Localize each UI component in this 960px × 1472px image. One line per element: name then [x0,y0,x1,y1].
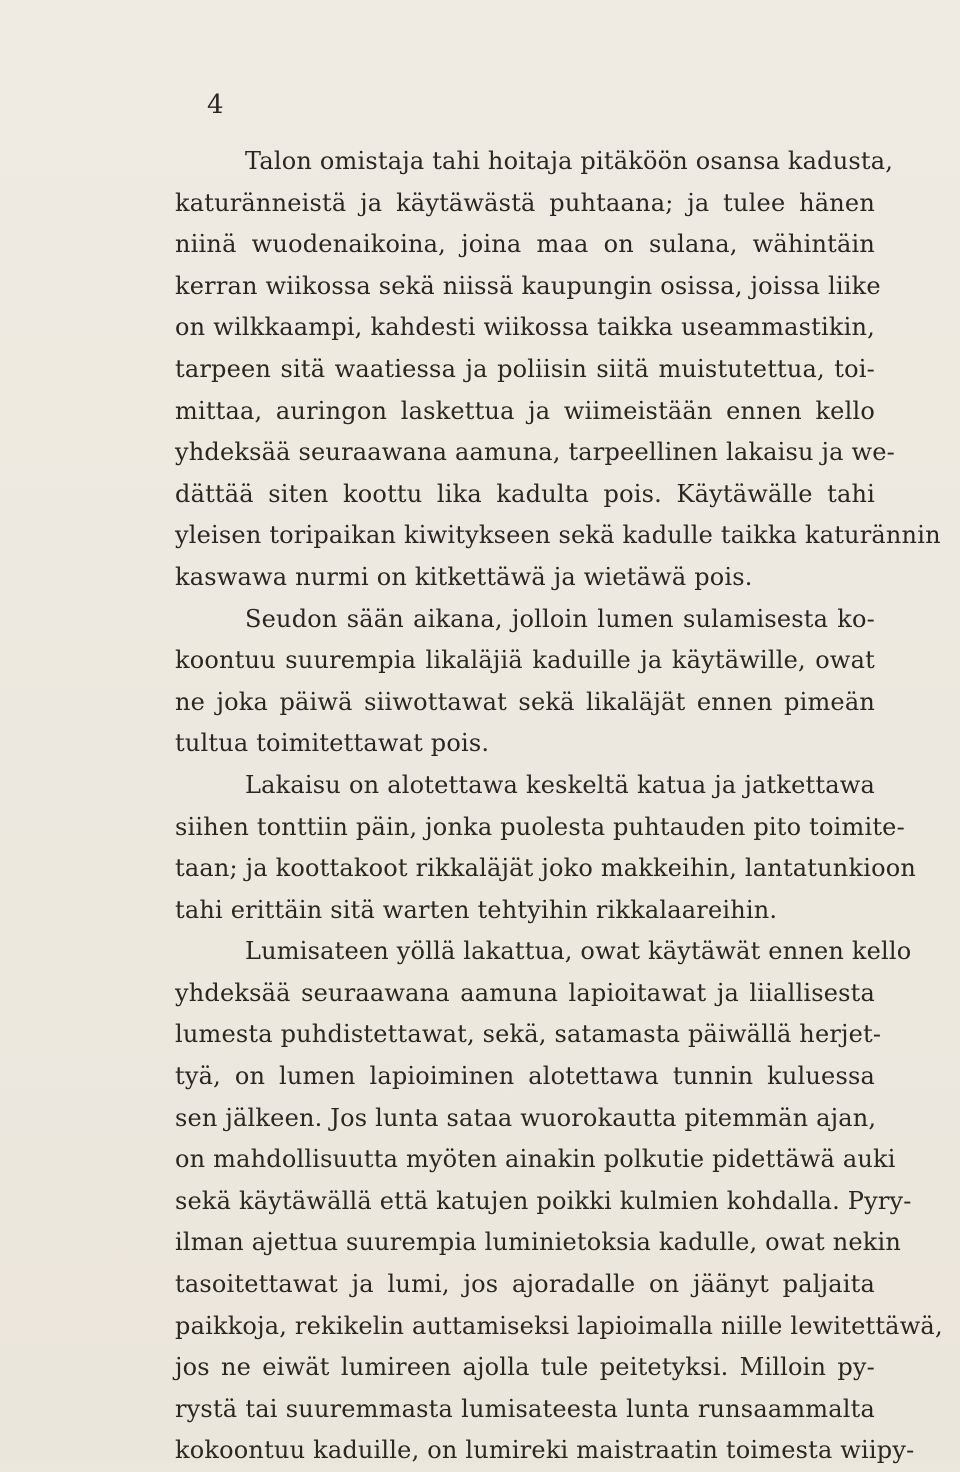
text-line: tarpeen sitä waatiessa ja poliisin siitä muistutettua, toi- [175,354,875,383]
text-line: tultua toimitettawat pois. [175,729,490,758]
text-line: ilman ajettua suurempia luminietoksia kadulle, owat nekin [175,1228,902,1257]
text-line: tyä, on lumen lapioiminen alotettawa tunnin kuluessa [175,1062,875,1091]
text-line: tahi erittäin sitä warten tehtyihin rikkalaareihin. [175,895,778,924]
text-line: yhdeksää seuraawana aamuna lapioitawat ja liiallisesta [175,978,875,1007]
text-line: on mahdollisuutta myöten ainakin polkutie pidettäwä auki [175,1145,896,1174]
text-line: kokoontuu kaduille, on lumireki maistraatin toimesta wiipy- [175,1436,915,1465]
text-line: taan; ja koottakoot rikkaläjät joko makkeihin, lantatunkioon [175,854,917,883]
text-line: ne joka päiwä siiwottawat sekä likaläjät ennen pimeän [175,687,875,716]
body-text [175,141,943,1472]
text-line: paikkoja, rekikelin auttamiseksi lapioimalla niille lewitettäwä, [175,1311,943,1340]
text-line: siihen tonttiin päin, jonka puolesta puhtauden pito toimite- [175,812,905,841]
text-line: Seudon sään aikana, jolloin lumen sulamisesta ko- [245,604,875,633]
text-line: mittaa, auringon laskettua ja wiimeistään ennen kello [175,396,875,425]
text-line: rystä tai suuremmasta lumisateesta lunta runsaammalta [175,1394,875,1423]
text-line: sekä käytäwällä että katujen poikki kulmien kohdalla. Pyry- [175,1186,912,1215]
text-line: yleisen toripaikan kiwitykseen sekä kadulle taikka katurännin [175,521,941,550]
text-line: tasoitettawat ja lumi, jos ajoradalle on jäänyt paljaita [175,1270,875,1299]
text-line: Lumisateen yöllä lakattua, owat käytäwät ennen kello [245,937,912,966]
text-line: katuränneistä ja käytäwästä puhtaana; ja tulee hänen [175,188,875,217]
text-line: niinä wuodenaikoina, joina maa on sulana, wähintäin [175,230,875,259]
text-line: Lakaisu on alotettawa keskeltä katua ja jatkettawa [245,770,875,799]
text-line: Talon omistaja tahi hoitaja pitäköön osansa kadusta, [245,147,894,175]
text-line: kaswawa nurmi on kitkettäwä ja wietäwä pois. [175,562,753,591]
text-line: dättää siten koottu lika kadulta pois. Käytäwälle tahi [175,479,875,508]
text-line: on wilkkaampi, kahdesti wiikossa taikka useammastikin, [175,313,875,342]
text-line: sen jälkeen. Jos lunta sataa wuorokautta pitemmän ajan, [175,1103,877,1132]
text-line: jos ne eiwät lumireen ajolla tule peitetyksi. Milloin py- [175,1353,875,1382]
text-line: koontuu suurempia likaläjiä kaduille ja käytäwille, owat [175,646,875,675]
text-line: kerran wiikossa sekä niissä kaupungin osissa, joissa liike [175,271,881,300]
text-line: lumesta puhdistettawat, sekä, satamasta päiwällä herjet- [175,1020,882,1049]
text-line: yhdeksää seuraawana aamuna, tarpeellinen lakaisu ja we- [175,438,895,467]
page-number: 4 [207,90,224,120]
